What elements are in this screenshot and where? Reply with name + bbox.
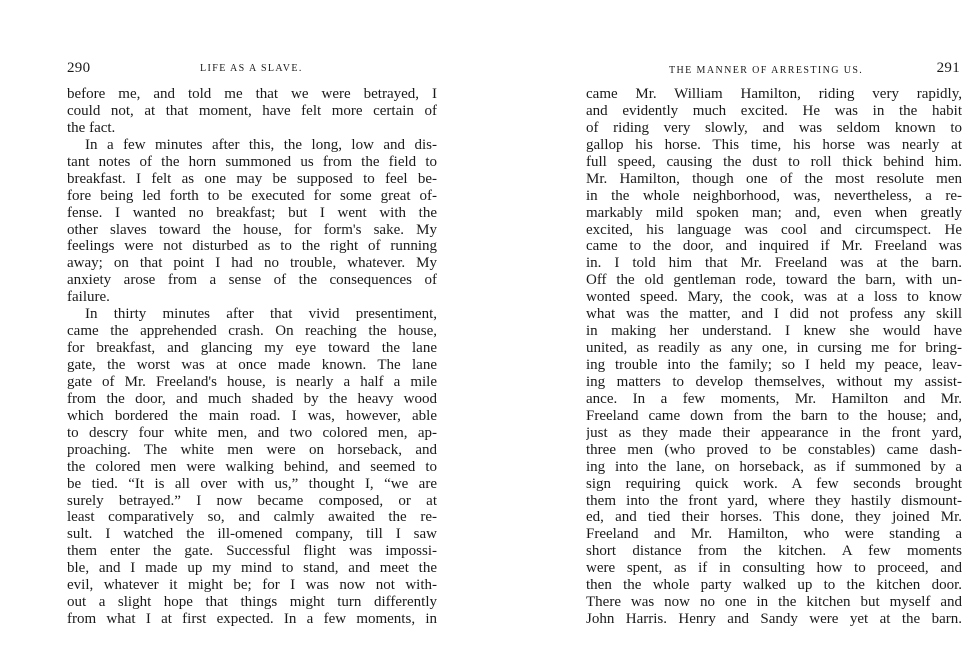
text-line: gate of Mr. Freeland's house, is nearly a half a mile bbox=[67, 373, 437, 390]
text-line: for breakfast, and glancing my eye toward the lane bbox=[67, 340, 437, 357]
text-line: before me, and told me that we were betrayed, I bbox=[67, 86, 437, 102]
text-line: united, as readily as any one, in cursing me for bring- bbox=[586, 340, 962, 357]
text-line: were spent, as if in consulting how to proceed, and bbox=[586, 560, 962, 577]
text-line: and evidently much excited. He was in the habit bbox=[586, 102, 962, 119]
text-line: just as they made their appearance in the front yard, bbox=[586, 424, 962, 441]
text-line: could not, at that moment, have felt more certain of bbox=[67, 102, 437, 119]
left-page-body bbox=[67, 86, 437, 628]
text-line: away; on that point I had no trouble, whatever. My bbox=[67, 255, 437, 272]
text-line: tant notes of the horn summoned us from the field to bbox=[67, 153, 437, 170]
text-line: ing into the lane, on horseback, as if summoned by a bbox=[586, 458, 962, 475]
text-line: which bordered the main road. I was, however, able bbox=[67, 407, 437, 424]
text-line: gate, the worst was at once made known. The lane bbox=[67, 357, 437, 373]
text-line: excited, his language was cool and circumspect. He bbox=[586, 221, 962, 238]
text-line: ing trouble into the family; so I held my peace, leav- bbox=[586, 357, 962, 373]
text-line: anxiety arose from a sense of the consequences of bbox=[67, 272, 437, 289]
text-line: evil, whatever it might be; for I was now not with- bbox=[67, 577, 437, 594]
text-line: the fact. bbox=[67, 119, 116, 136]
text-line: then the whole party walked up to the kitchen door. bbox=[586, 577, 962, 594]
text-line: failure. bbox=[67, 289, 110, 306]
text-line: them enter the gate. Successful flight was impossi- bbox=[67, 543, 437, 560]
text-line: came Mr. William Hamilton, riding very rapidly, bbox=[586, 86, 962, 102]
text-line: in. I told him that Mr. Freeland was at the barn. bbox=[586, 255, 962, 272]
text-line: ing matters to develop themselves, without my assist- bbox=[586, 373, 962, 390]
text-line: feelings were not disturbed as to the right of running bbox=[67, 238, 437, 255]
text-line: sult. I watched the ill-omened company, till I saw bbox=[67, 526, 437, 543]
text-line: ed, and tied their horses. This done, they joined Mr. bbox=[586, 509, 962, 526]
text-line: Freeland came down from the barn to the house; and, bbox=[586, 407, 962, 424]
text-line: to descry four white men, and two colored men, ap- bbox=[67, 424, 437, 441]
text-line: proaching. The white men were on horseback, and bbox=[67, 441, 437, 458]
text-line: from what I at first expected. In a few moments, in bbox=[67, 611, 437, 628]
text-line: There was now no one in the kitchen but myself and bbox=[586, 594, 962, 611]
text-line: of riding very slowly, and was seldom known to bbox=[586, 119, 962, 136]
left-running-head bbox=[67, 58, 441, 78]
text-line: ble, and I made up my mind to stand, and meet the bbox=[67, 560, 437, 577]
text-line: three men (who proved to be constables) came dash- bbox=[586, 441, 962, 458]
right-page-number: 291 bbox=[936, 60, 960, 76]
text-line: in the whole neighborhood, was, nevertheless, a re- bbox=[586, 187, 962, 204]
text-line: out a slight hope that things might turn differently bbox=[67, 594, 437, 611]
text-line: from the door, and much shaded by the heavy wood bbox=[67, 390, 437, 407]
text-line: sign requiring quick work. A few seconds brought bbox=[586, 475, 962, 492]
text-line: surely betrayed.” I now became composed, or at bbox=[67, 492, 437, 509]
text-line: them into the front yard, where they hastily dismount- bbox=[586, 492, 962, 509]
text-line: fense. I wanted no breakfast; but I went with the bbox=[67, 204, 437, 221]
text-line: full speed, causing the dust to roll thick behind him. bbox=[586, 153, 962, 170]
text-line: be tied. “It is all over with us,” thought I, “we are bbox=[67, 475, 437, 492]
text-line: the colored men were walking behind, and seemed to bbox=[67, 458, 437, 475]
left-page-number: 290 bbox=[67, 60, 91, 76]
text-line: Mr. Hamilton, though one of the most resolute men bbox=[586, 170, 962, 187]
text-line: In a few minutes after this, the long, low and dis- bbox=[85, 136, 437, 153]
text-line: John Harris. Henry and Sandy were yet at the barn. bbox=[586, 611, 962, 628]
text-line: Freeland and Mr. Hamilton, who were standing a bbox=[586, 526, 962, 543]
text-line: breakfast. I felt as one may be supposed to feel be- bbox=[67, 170, 437, 187]
text-line: other slaves toward the house, for form's sake. My bbox=[67, 221, 437, 238]
text-line: in making her understand. I knew she would have bbox=[586, 323, 962, 340]
text-line: In thirty minutes after that vivid presentiment, bbox=[85, 306, 437, 323]
text-line: short distance from the kitchen. A few moments bbox=[586, 543, 962, 560]
text-line: what was the matter, and I did not profess any skill bbox=[586, 306, 962, 323]
text-line: fore being led forth to be executed for some great of- bbox=[67, 187, 437, 204]
right-page bbox=[490, 0, 980, 668]
text-line: least comparatively so, and calmly awaited the re- bbox=[67, 509, 437, 526]
text-line: Off the old gentleman rode, toward the barn, with un- bbox=[586, 272, 962, 289]
text-line: wonted speed. Mary, the cook, was at a loss to know bbox=[586, 289, 962, 306]
text-line: ance. In a few moments, Mr. Hamilton and Mr. bbox=[586, 390, 962, 407]
text-line: gallop his horse. This time, his horse was nearly at bbox=[586, 136, 962, 153]
right-page-body bbox=[586, 86, 962, 628]
right-running-head bbox=[586, 58, 960, 78]
right-running-title: THE MANNER OF ARRESTING US. bbox=[669, 65, 864, 76]
text-line: came the apprehended crash. On reaching the house, bbox=[67, 323, 437, 340]
text-line: came to the door, and inquired if Mr. Freeland was bbox=[586, 238, 962, 255]
text-line: markably mild spoken man; and, even when greatly bbox=[586, 204, 962, 221]
left-running-title: LIFE AS A SLAVE. bbox=[200, 63, 303, 74]
